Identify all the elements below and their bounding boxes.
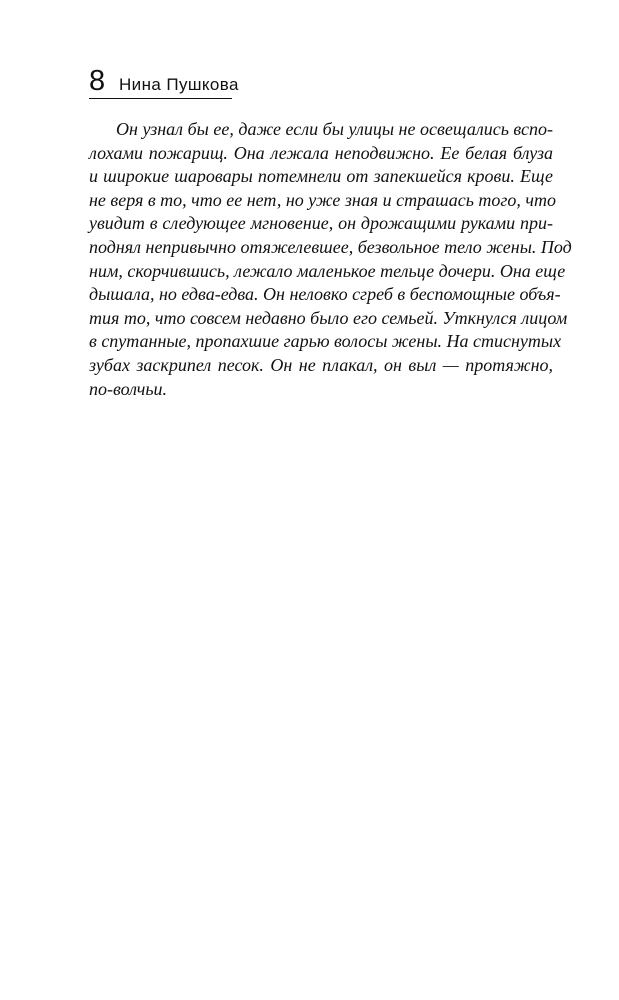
text-line: лохами пожарищ. Она лежала неподвижно. Ее белая блуза [89, 142, 553, 163]
text-line: не веря в то, что ее нет, но уже зная и страшась того, что [89, 189, 557, 210]
text-line: ним, скорчившись, лежало маленькое тельце дочери. Она еще [89, 260, 566, 281]
running-head [89, 65, 239, 99]
body-paragraph [89, 118, 572, 401]
text-line: поднял непривычно отяжелевшее, безвольное тело жены. Под [89, 236, 572, 257]
author-name: Нина Пушкова [119, 75, 239, 94]
text-line: Он узнал бы ее, даже если бы улицы не освещались вспо- [116, 119, 553, 139]
text-line: по-волчьи. [89, 378, 168, 399]
text-line: и широкие шаровары потемнели от запекшейся крови. Еще [89, 166, 553, 187]
text-line: тия то, что совсем недавно было его семьей. Уткнулся лицом [89, 307, 568, 328]
text-line: зубах заскрипел песок. Он не плакал, он выл — протяжно, [89, 354, 553, 375]
text-line: в спутанные, пропахшие гарью волосы жены. На стиснутых [89, 331, 562, 352]
text-line: увидит в следующее мгновение, он дрожащими руками при- [89, 213, 553, 234]
page-number: 8 [89, 65, 106, 97]
text-line: дышала, но едва-едва. Он неловко сгреб в беспомощные объя- [89, 284, 561, 305]
